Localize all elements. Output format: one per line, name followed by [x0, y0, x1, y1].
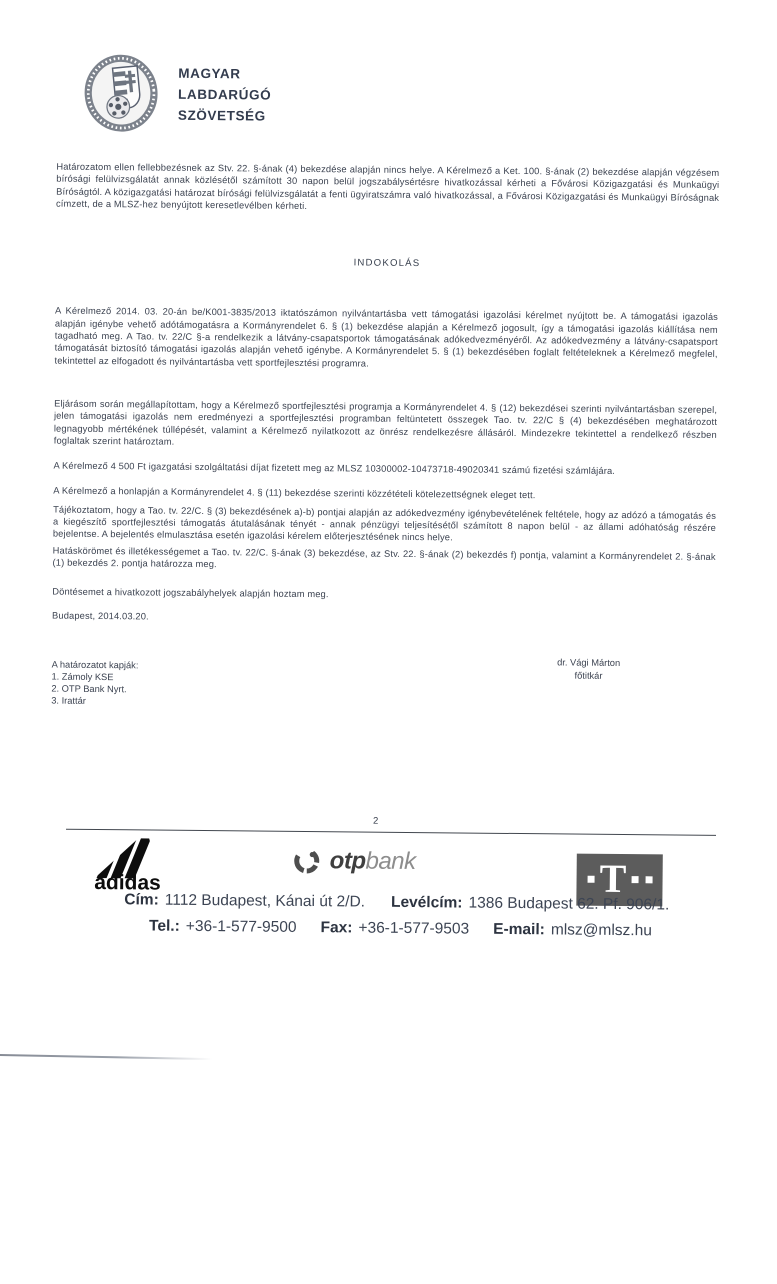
tel-label: Tel.:	[149, 917, 180, 935]
otpbank-ring-icon	[292, 846, 322, 876]
email-label: E-mail:	[493, 920, 545, 939]
contact-line-address	[124, 891, 669, 914]
signatory-name: dr. Vági Márton	[557, 657, 621, 668]
address-pair	[124, 891, 365, 911]
fax-label: Fax:	[320, 919, 353, 937]
paragraph-publication: A Kérelmező a honlapján a Kormányrendelet 4. § (11) bekezdése szerinti közzétételi kötelezettségnek eleget tett.	[53, 486, 536, 501]
telekom-t-letter: T	[599, 855, 627, 902]
address-value: 1112 Budapest, Kánai út 2/D.	[164, 891, 366, 911]
recipient-item: 1. Zámoly KSE	[51, 671, 114, 683]
email-pair	[493, 921, 652, 941]
otp-text: otp	[329, 847, 366, 875]
fax-value: +36-1-577-9503	[358, 919, 470, 938]
recipients-label: A határozatot kapják:	[51, 659, 139, 671]
telekom-square	[646, 876, 653, 883]
mailing-value: 1386 Budapest 62. Pf. 906/1.	[468, 894, 670, 914]
letterhead	[84, 54, 272, 134]
recipient-item: 3. Irattár	[51, 695, 86, 706]
adidas-logo	[84, 834, 171, 894]
org-name-line3: SZÖVETSÉG	[177, 107, 266, 124]
paragraph-appeal-rights: Határozatom ellen fellebbezésnek az Stv. 22. §-ának (4) bekezdése alapján nincs helye. A Kérelmező a Ket. 100. §-ának (2) bekezdése alapján végzésem bírósági felülvizsgálatát annak közlésétől számított 30 napon belül jogszabálysértésre hivatkozással kérheti a Fővárosi Közigazgatási és Munkaügyi Bíróságtól. A közigazgatási határozat bírósági felülvizsgálatát a fenti ügyiratszámra való hivatkozással, a Fővárosi Közigazgatási és Munkaügyi Bíróságnak címzett, de a MLSZ-hez benyújtott keresetlevélben kérheti.	[55, 161, 720, 211]
paragraph-decision-basis: Döntésemet a hivatkozott jogszabályhelyek alapján hoztam meg.	[52, 586, 329, 600]
otpbank-logo	[292, 846, 416, 877]
email-value: mlsz@mlsz.hu	[550, 921, 652, 940]
signatory-title: főtitkár	[574, 670, 603, 681]
tel-value: +36-1-577-9500	[185, 917, 297, 936]
paragraph-filing: A Kérelmező 2014. 03. 20-án be/K001-3835/2013 iktatószámon nyilvántartásba vett támogatási igazolási kérelmet nyújtott be. A támogatási igazolás alapján igénybe vehető adótámogatásra a Kormányrendelet 6. § (1) bekezdése alapján a Kérelmező jogosult, így a támogatási igazolás kiállítása nem tagadható meg. A Tao. tv. 22/C §-a rendelkezik a látvány-csapatsportok támogatásának adókedvezményéről. Az adókedvezmény a látvány-csapatsport támogatását biztosító támogatási igazolás alapján vehető igénybe. A Kormányrendelet 5. § (1) bekezdésében foglalt feltételeknek a Kérelmező megfelel, tekintettel az elfogadott és nyilvántartásba vett sportfejlesztési programra.	[54, 306, 719, 369]
paragraph-findings: Eljárásom során megállapítottam, hogy a Kérelmező sportfejlesztési programja a Kormányrendelet 4. § (12) bekezdései szerinti nyilvántartásban szerepel, jelen támogatási igazolás nem eredményezi a sportfejlesztési programban feltüntetett összegek Tao. tv. 22/C § (4) bekezdésében meghatározott legnagyobb mértékének túllépését, valamint a Kérelmező nyilatkozott az önrész rendelkezésre állásáról. Mindezekre tekintettel a rendelkező részben foglaltak szerint határoztam.	[53, 398, 718, 447]
telekom-square	[588, 876, 595, 883]
page-number: 2	[372, 815, 379, 827]
mailing-pair	[391, 894, 669, 915]
telekom-square	[632, 876, 639, 883]
contact-line-phone	[149, 917, 652, 940]
org-name-line2: LABDARÚGÓ	[178, 86, 272, 103]
adidas-wordmark: adidas	[94, 870, 161, 895]
recipient-item: 2. OTP Bank Nyrt.	[51, 683, 127, 695]
paragraph-notice: Tájékoztatom, hogy a Tao. tv. 22/C. § (3) bekezdésének a)-b) pontjai alapján az adókedvezmény igénybevételének feltétele, hogy az adózó a támogatás és a kiegészítő sportfejlesztési támogatás átutalásának tényét - annak pénzügyi teljesítésétől számított 8 napon belül - az állami adóhatóság részére bejelentse. A bejelentés elmulasztása esetén igazolási kérelem előterjesztésének nincs helye.	[52, 504, 717, 543]
address-label: Cím:	[124, 891, 159, 909]
section-title-indokolas: INDOKOLÁS	[353, 257, 421, 270]
document-body	[52, 161, 719, 628]
mlsz-crest-icon	[84, 54, 159, 133]
mailing-label: Levélcím:	[390, 893, 463, 912]
bank-text: bank	[365, 847, 416, 876]
org-name-line1: MAGYAR	[178, 65, 241, 82]
paragraph-jurisdiction: Hatáskörömet és illetékességemet a Tao. tv. 22/C. §-ának (3) bekezdése, az Stv. 22. §-ának (2) bekezdés f) pontja, valamint a Kormányrendelet 2. §-ának (1) bekezdés 2. pontja határozza meg.	[52, 545, 716, 570]
fax-pair	[320, 919, 469, 938]
recipients-list	[51, 659, 138, 708]
signature-block	[533, 656, 643, 683]
tel-pair	[149, 917, 297, 936]
otpbank-wordmark	[330, 847, 416, 876]
paragraph-fee: A Kérelmező 4 500 Ft igazgatási szolgáltatási díjat fizetett meg az MLSZ 10300002-10473718-49020341 számú fizetési számlájára.	[53, 460, 616, 477]
paragraph-date-place: Budapest, 2014.03.20.	[52, 610, 149, 622]
org-name	[178, 63, 272, 127]
